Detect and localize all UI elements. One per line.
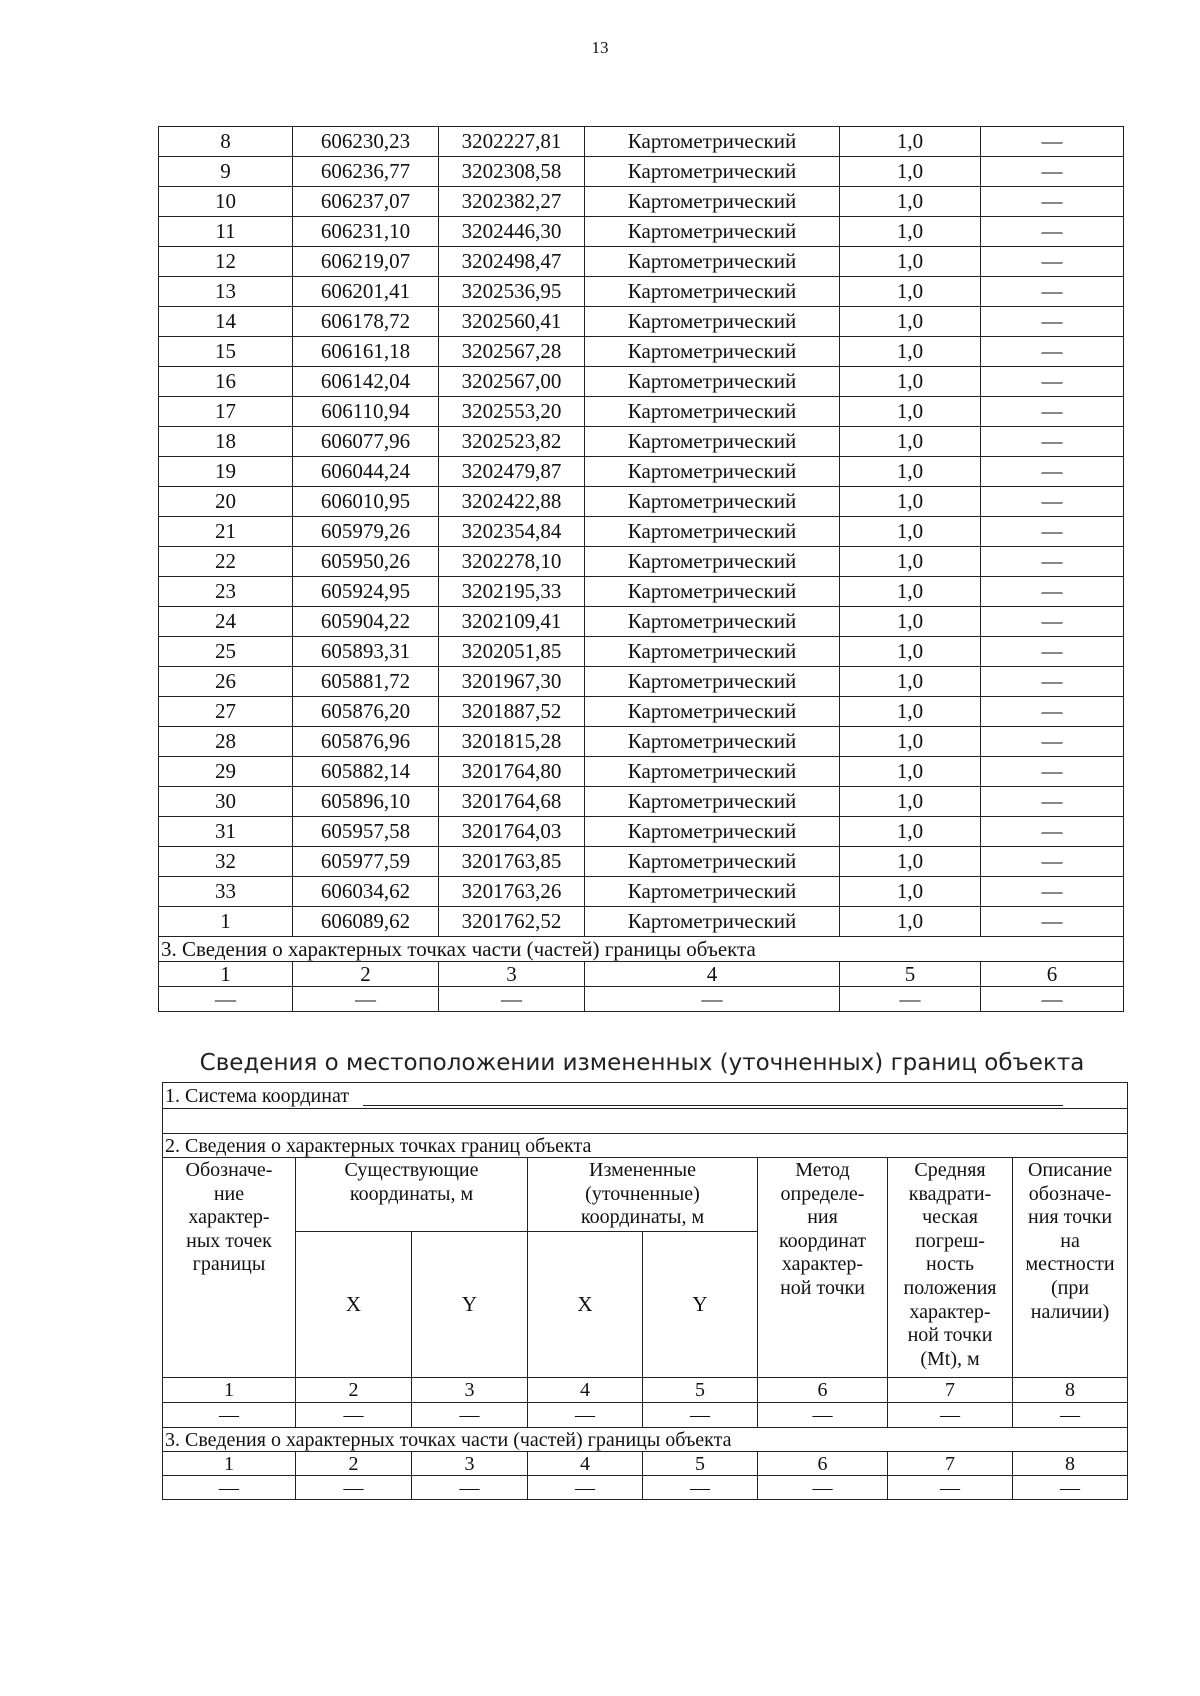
col-number: 7 (888, 1378, 1013, 1403)
point-number-cell: 14 (159, 307, 293, 337)
y-coordinate-cell: 3202051,85 (439, 637, 585, 667)
x-coordinate-cell: 606034,62 (293, 877, 439, 907)
accuracy-cell: 1,0 (840, 487, 981, 517)
x-coordinate-cell: 605876,96 (293, 727, 439, 757)
description-cell: — (981, 427, 1124, 457)
y-coordinate-cell: 3202523,82 (439, 427, 585, 457)
point-number-cell: 20 (159, 487, 293, 517)
x-header: X (296, 1232, 412, 1378)
point-number-cell: 27 (159, 697, 293, 727)
description-cell: — (981, 187, 1124, 217)
dash-cell: — (758, 1403, 888, 1428)
y-coordinate-cell: 3201815,28 (439, 727, 585, 757)
x-coordinate-cell: 606236,77 (293, 157, 439, 187)
point-number-cell: 30 (159, 787, 293, 817)
y-coordinate-cell: 3201887,52 (439, 697, 585, 727)
accuracy-cell: 1,0 (840, 697, 981, 727)
y-coordinate-cell: 3202479,87 (439, 457, 585, 487)
method-cell: Картометрический (585, 457, 840, 487)
y-coordinate-cell: 3201764,03 (439, 817, 585, 847)
method-cell: Картометрический (585, 697, 840, 727)
table-row (159, 547, 1124, 577)
point-number-cell: 32 (159, 847, 293, 877)
accuracy-cell: 1,0 (840, 637, 981, 667)
description-cell: — (981, 277, 1124, 307)
method-cell: Картометрический (585, 277, 840, 307)
col-number: 5 (643, 1378, 758, 1403)
method-header: Метод определе- ния координат характер- ной точки (758, 1158, 888, 1378)
dash-cell: — (159, 987, 293, 1012)
x-coordinate-cell: 605924,95 (293, 577, 439, 607)
table-row (159, 877, 1124, 907)
method-cell: Картометрический (585, 907, 840, 937)
col-number: 4 (528, 1378, 643, 1403)
col-number: 6 (981, 962, 1124, 987)
x-coordinate-cell: 606077,96 (293, 427, 439, 457)
table-row (159, 127, 1124, 157)
method-cell: Картометрический (585, 877, 840, 907)
table-row (159, 337, 1124, 367)
method-cell: Картометрический (585, 847, 840, 877)
dash-cell: — (412, 1403, 528, 1428)
accuracy-cell: 1,0 (840, 817, 981, 847)
accuracy-cell: 1,0 (840, 337, 981, 367)
col-number: 5 (840, 962, 981, 987)
x-coordinate-cell: 605950,26 (293, 547, 439, 577)
table-row (159, 187, 1124, 217)
dash-cell: — (293, 987, 439, 1012)
method-cell: Картометрический (585, 667, 840, 697)
y-coordinate-cell: 3201763,26 (439, 877, 585, 907)
method-cell: Картометрический (585, 637, 840, 667)
dash-cell: — (840, 987, 981, 1012)
y-coordinate-cell: 3202553,20 (439, 397, 585, 427)
point-number-cell: 13 (159, 277, 293, 307)
coordinate-system-label: 1. Система координат (165, 1084, 350, 1107)
description-cell: — (981, 517, 1124, 547)
accuracy-cell: 1,0 (840, 907, 981, 937)
method-cell: Картометрический (585, 127, 840, 157)
y-coordinate-cell: 3202422,88 (439, 487, 585, 517)
table-row (159, 727, 1124, 757)
accuracy-cell: 1,0 (840, 427, 981, 457)
dash-cell: — (296, 1403, 412, 1428)
accuracy-cell: 1,0 (840, 127, 981, 157)
method-cell: Картометрический (585, 607, 840, 637)
y-coordinate-cell: 3202567,00 (439, 367, 585, 397)
description-cell: — (981, 457, 1124, 487)
section3-title: 3. Сведения о характерных точках части (частей) границы объекта (163, 1428, 1128, 1452)
dash-cell: — (296, 1476, 412, 1500)
point-number-cell: 33 (159, 877, 293, 907)
blank-line (363, 1091, 1063, 1106)
description-cell: — (981, 247, 1124, 277)
col-number: 2 (293, 962, 439, 987)
description-cell: — (981, 727, 1124, 757)
point-number-cell: 21 (159, 517, 293, 547)
y-coordinate-cell: 3202382,27 (439, 187, 585, 217)
point-number-cell: 17 (159, 397, 293, 427)
section3-title: 3. Сведения о характерных точках части (частей) границы объекта (159, 937, 1124, 962)
accuracy-cell: 1,0 (840, 397, 981, 427)
table-row (159, 607, 1124, 637)
dash-cell: — (888, 1476, 1013, 1500)
point-number-cell: 12 (159, 247, 293, 277)
description-cell: — (981, 787, 1124, 817)
accuracy-cell: 1,0 (840, 367, 981, 397)
dash-cell: — (528, 1476, 643, 1500)
table-row (159, 907, 1124, 937)
col-number: 3 (412, 1378, 528, 1403)
col-number: 8 (1013, 1378, 1128, 1403)
point-number-cell: 22 (159, 547, 293, 577)
accuracy-cell: 1,0 (840, 667, 981, 697)
x-coordinate-cell: 606201,41 (293, 277, 439, 307)
method-cell: Картометрический (585, 367, 840, 397)
description-cell: — (981, 757, 1124, 787)
accuracy-cell: 1,0 (840, 847, 981, 877)
description-cell: — (981, 577, 1124, 607)
dash-cell: — (1013, 1403, 1128, 1428)
dash-cell: — (439, 987, 585, 1012)
accuracy-cell: 1,0 (840, 247, 981, 277)
dash-cell: — (643, 1403, 758, 1428)
accuracy-cell: 1,0 (840, 217, 981, 247)
point-number-cell: 1 (159, 907, 293, 937)
coordinate-system-row (163, 1083, 1128, 1109)
dash-cell: — (981, 987, 1124, 1012)
method-cell: Картометрический (585, 397, 840, 427)
col-number: 2 (296, 1378, 412, 1403)
point-number-cell: 16 (159, 367, 293, 397)
table-row (159, 217, 1124, 247)
method-cell: Картометрический (585, 307, 840, 337)
accuracy-cell: 1,0 (840, 577, 981, 607)
y-coordinate-cell: 3202567,28 (439, 337, 585, 367)
table-row (159, 487, 1124, 517)
column-number-row (163, 1378, 1128, 1403)
table-row (159, 817, 1124, 847)
point-number-cell: 31 (159, 817, 293, 847)
y-coordinate-cell: 3202195,33 (439, 577, 585, 607)
designation-header: Обозначе- ние характер- ных точек границы (163, 1158, 296, 1378)
description-cell: — (981, 307, 1124, 337)
table-row (159, 277, 1124, 307)
existing-coords-header: Существующие координаты, м (296, 1158, 528, 1232)
col-number: 2 (296, 1452, 412, 1476)
x-header: X (528, 1232, 643, 1378)
x-coordinate-cell: 605876,20 (293, 697, 439, 727)
description-cell: — (981, 877, 1124, 907)
dash-cell: — (585, 987, 840, 1012)
accuracy-cell: 1,0 (840, 547, 981, 577)
y-coordinate-cell: 3201764,80 (439, 757, 585, 787)
method-cell: Картометрический (585, 547, 840, 577)
section2-title: 2. Сведения о характерных точках границ объекта (163, 1134, 1128, 1158)
table-row (159, 697, 1124, 727)
accuracy-cell: 1,0 (840, 727, 981, 757)
section-title: Сведения о местоположении измененных (уточненных) границ объекта (199, 1050, 1085, 1076)
y-coordinate-cell: 3202446,30 (439, 217, 585, 247)
table-row (159, 367, 1124, 397)
method-cell: Картометрический (585, 577, 840, 607)
col-number: 1 (163, 1378, 296, 1403)
dash-cell: — (643, 1476, 758, 1500)
method-cell: Картометрический (585, 427, 840, 457)
point-number-cell: 10 (159, 187, 293, 217)
x-coordinate-cell: 606110,94 (293, 397, 439, 427)
x-coordinate-cell: 606231,10 (293, 217, 439, 247)
point-number-cell: 24 (159, 607, 293, 637)
table-row (159, 667, 1124, 697)
table-row (159, 847, 1124, 877)
x-coordinate-cell: 606142,04 (293, 367, 439, 397)
point-number-cell: 25 (159, 637, 293, 667)
col-number: 1 (163, 1452, 296, 1476)
dash-cell: — (163, 1403, 296, 1428)
dash-row (163, 1476, 1128, 1500)
method-cell: Картометрический (585, 337, 840, 367)
dash-cell: — (758, 1476, 888, 1500)
x-coordinate-cell: 606010,95 (293, 487, 439, 517)
dash-row (163, 1403, 1128, 1428)
changed-coords-header: Измененные (уточненные) координаты, м (528, 1158, 758, 1232)
accuracy-cell: 1,0 (840, 187, 981, 217)
col-number: 6 (758, 1452, 888, 1476)
description-cell: — (981, 127, 1124, 157)
table-row (159, 787, 1124, 817)
description-cell: — (981, 607, 1124, 637)
accuracy-cell: 1,0 (840, 787, 981, 817)
description-cell: — (981, 217, 1124, 247)
error-header: Средняя квадрати- ческая погреш- ность положения характер- ной точки (Mt), м (888, 1158, 1013, 1378)
method-cell: Картометрический (585, 247, 840, 277)
point-number-cell: 28 (159, 727, 293, 757)
description-cell: — (981, 487, 1124, 517)
x-coordinate-cell: 605882,14 (293, 757, 439, 787)
method-cell: Картометрический (585, 727, 840, 757)
point-number-cell: 23 (159, 577, 293, 607)
dash-cell: — (163, 1476, 296, 1500)
accuracy-cell: 1,0 (840, 277, 981, 307)
col-number: 7 (888, 1452, 1013, 1476)
table-row (159, 457, 1124, 487)
dash-cell: — (1013, 1476, 1128, 1500)
y-coordinate-cell: 3202109,41 (439, 607, 585, 637)
accuracy-cell: 1,0 (840, 307, 981, 337)
x-coordinate-cell: 606237,07 (293, 187, 439, 217)
point-number-cell: 8 (159, 127, 293, 157)
table-row (159, 757, 1124, 787)
x-coordinate-cell: 605957,58 (293, 817, 439, 847)
description-cell: — (981, 667, 1124, 697)
table-row (159, 637, 1124, 667)
accuracy-cell: 1,0 (840, 517, 981, 547)
page-number: 13 (591, 38, 609, 57)
y-coordinate-cell: 3202498,47 (439, 247, 585, 277)
empty-row (163, 1109, 1128, 1134)
y-coordinate-cell: 3201762,52 (439, 907, 585, 937)
y-header: Y (643, 1232, 758, 1378)
table-row (159, 307, 1124, 337)
table-row (159, 157, 1124, 187)
method-cell: Картометрический (585, 757, 840, 787)
col-number: 6 (758, 1378, 888, 1403)
table-row (159, 517, 1124, 547)
accuracy-cell: 1,0 (840, 877, 981, 907)
dash-cell: — (888, 1403, 1013, 1428)
description-cell: — (981, 697, 1124, 727)
description-cell: — (981, 847, 1124, 877)
point-number-cell: 26 (159, 667, 293, 697)
table-row (159, 397, 1124, 427)
method-cell: Картометрический (585, 187, 840, 217)
column-number-row (163, 1452, 1128, 1476)
col-number: 8 (1013, 1452, 1128, 1476)
point-number-cell: 9 (159, 157, 293, 187)
table-row (159, 427, 1124, 457)
x-coordinate-cell: 605904,22 (293, 607, 439, 637)
table-row (159, 247, 1124, 277)
description-cell: — (981, 397, 1124, 427)
dash-cell: — (528, 1403, 643, 1428)
y-coordinate-cell: 3202354,84 (439, 517, 585, 547)
col-number: 4 (528, 1452, 643, 1476)
col-number: 1 (159, 962, 293, 987)
changed-boundaries-table (162, 1082, 1128, 1500)
x-coordinate-cell: 605979,26 (293, 517, 439, 547)
x-coordinate-cell: 606178,72 (293, 307, 439, 337)
method-cell: Картометрический (585, 817, 840, 847)
point-number-cell: 11 (159, 217, 293, 247)
col-number: 3 (439, 962, 585, 987)
accuracy-cell: 1,0 (840, 157, 981, 187)
x-coordinate-cell: 605881,72 (293, 667, 439, 697)
y-coordinate-cell: 3202536,95 (439, 277, 585, 307)
accuracy-cell: 1,0 (840, 757, 981, 787)
description-cell: — (981, 817, 1124, 847)
x-coordinate-cell: 605977,59 (293, 847, 439, 877)
method-cell: Картометрический (585, 487, 840, 517)
method-cell: Картометрический (585, 787, 840, 817)
x-coordinate-cell: 606161,18 (293, 337, 439, 367)
y-header: Y (412, 1232, 528, 1378)
boundary-points-table (158, 126, 1124, 1012)
table-row (159, 577, 1124, 607)
accuracy-cell: 1,0 (840, 607, 981, 637)
accuracy-cell: 1,0 (840, 457, 981, 487)
point-number-cell: 18 (159, 427, 293, 457)
description-cell: — (981, 547, 1124, 577)
method-cell: Картометрический (585, 517, 840, 547)
x-coordinate-cell: 606219,07 (293, 247, 439, 277)
col-number: 3 (412, 1452, 528, 1476)
y-coordinate-cell: 3202308,58 (439, 157, 585, 187)
description-cell: — (981, 367, 1124, 397)
col-number: 4 (585, 962, 840, 987)
x-coordinate-cell: 605896,10 (293, 787, 439, 817)
description-cell: — (981, 337, 1124, 367)
method-cell: Картометрический (585, 157, 840, 187)
y-coordinate-cell: 3201764,68 (439, 787, 585, 817)
point-number-cell: 19 (159, 457, 293, 487)
y-coordinate-cell: 3202278,10 (439, 547, 585, 577)
y-coordinate-cell: 3201967,30 (439, 667, 585, 697)
x-coordinate-cell: 606230,23 (293, 127, 439, 157)
point-number-cell: 29 (159, 757, 293, 787)
column-number-row (159, 962, 1124, 987)
point-number-cell: 15 (159, 337, 293, 367)
y-coordinate-cell: 3201763,85 (439, 847, 585, 877)
x-coordinate-cell: 606089,62 (293, 907, 439, 937)
description-header: Описание обозначе- ния точки на местности (при наличии) (1013, 1158, 1128, 1378)
y-coordinate-cell: 3202560,41 (439, 307, 585, 337)
col-number: 5 (643, 1452, 758, 1476)
method-cell: Картометрический (585, 217, 840, 247)
x-coordinate-cell: 605893,31 (293, 637, 439, 667)
description-cell: — (981, 907, 1124, 937)
dash-cell: — (412, 1476, 528, 1500)
description-cell: — (981, 637, 1124, 667)
x-coordinate-cell: 606044,24 (293, 457, 439, 487)
description-cell: — (981, 157, 1124, 187)
y-coordinate-cell: 3202227,81 (439, 127, 585, 157)
dash-row (159, 987, 1124, 1012)
